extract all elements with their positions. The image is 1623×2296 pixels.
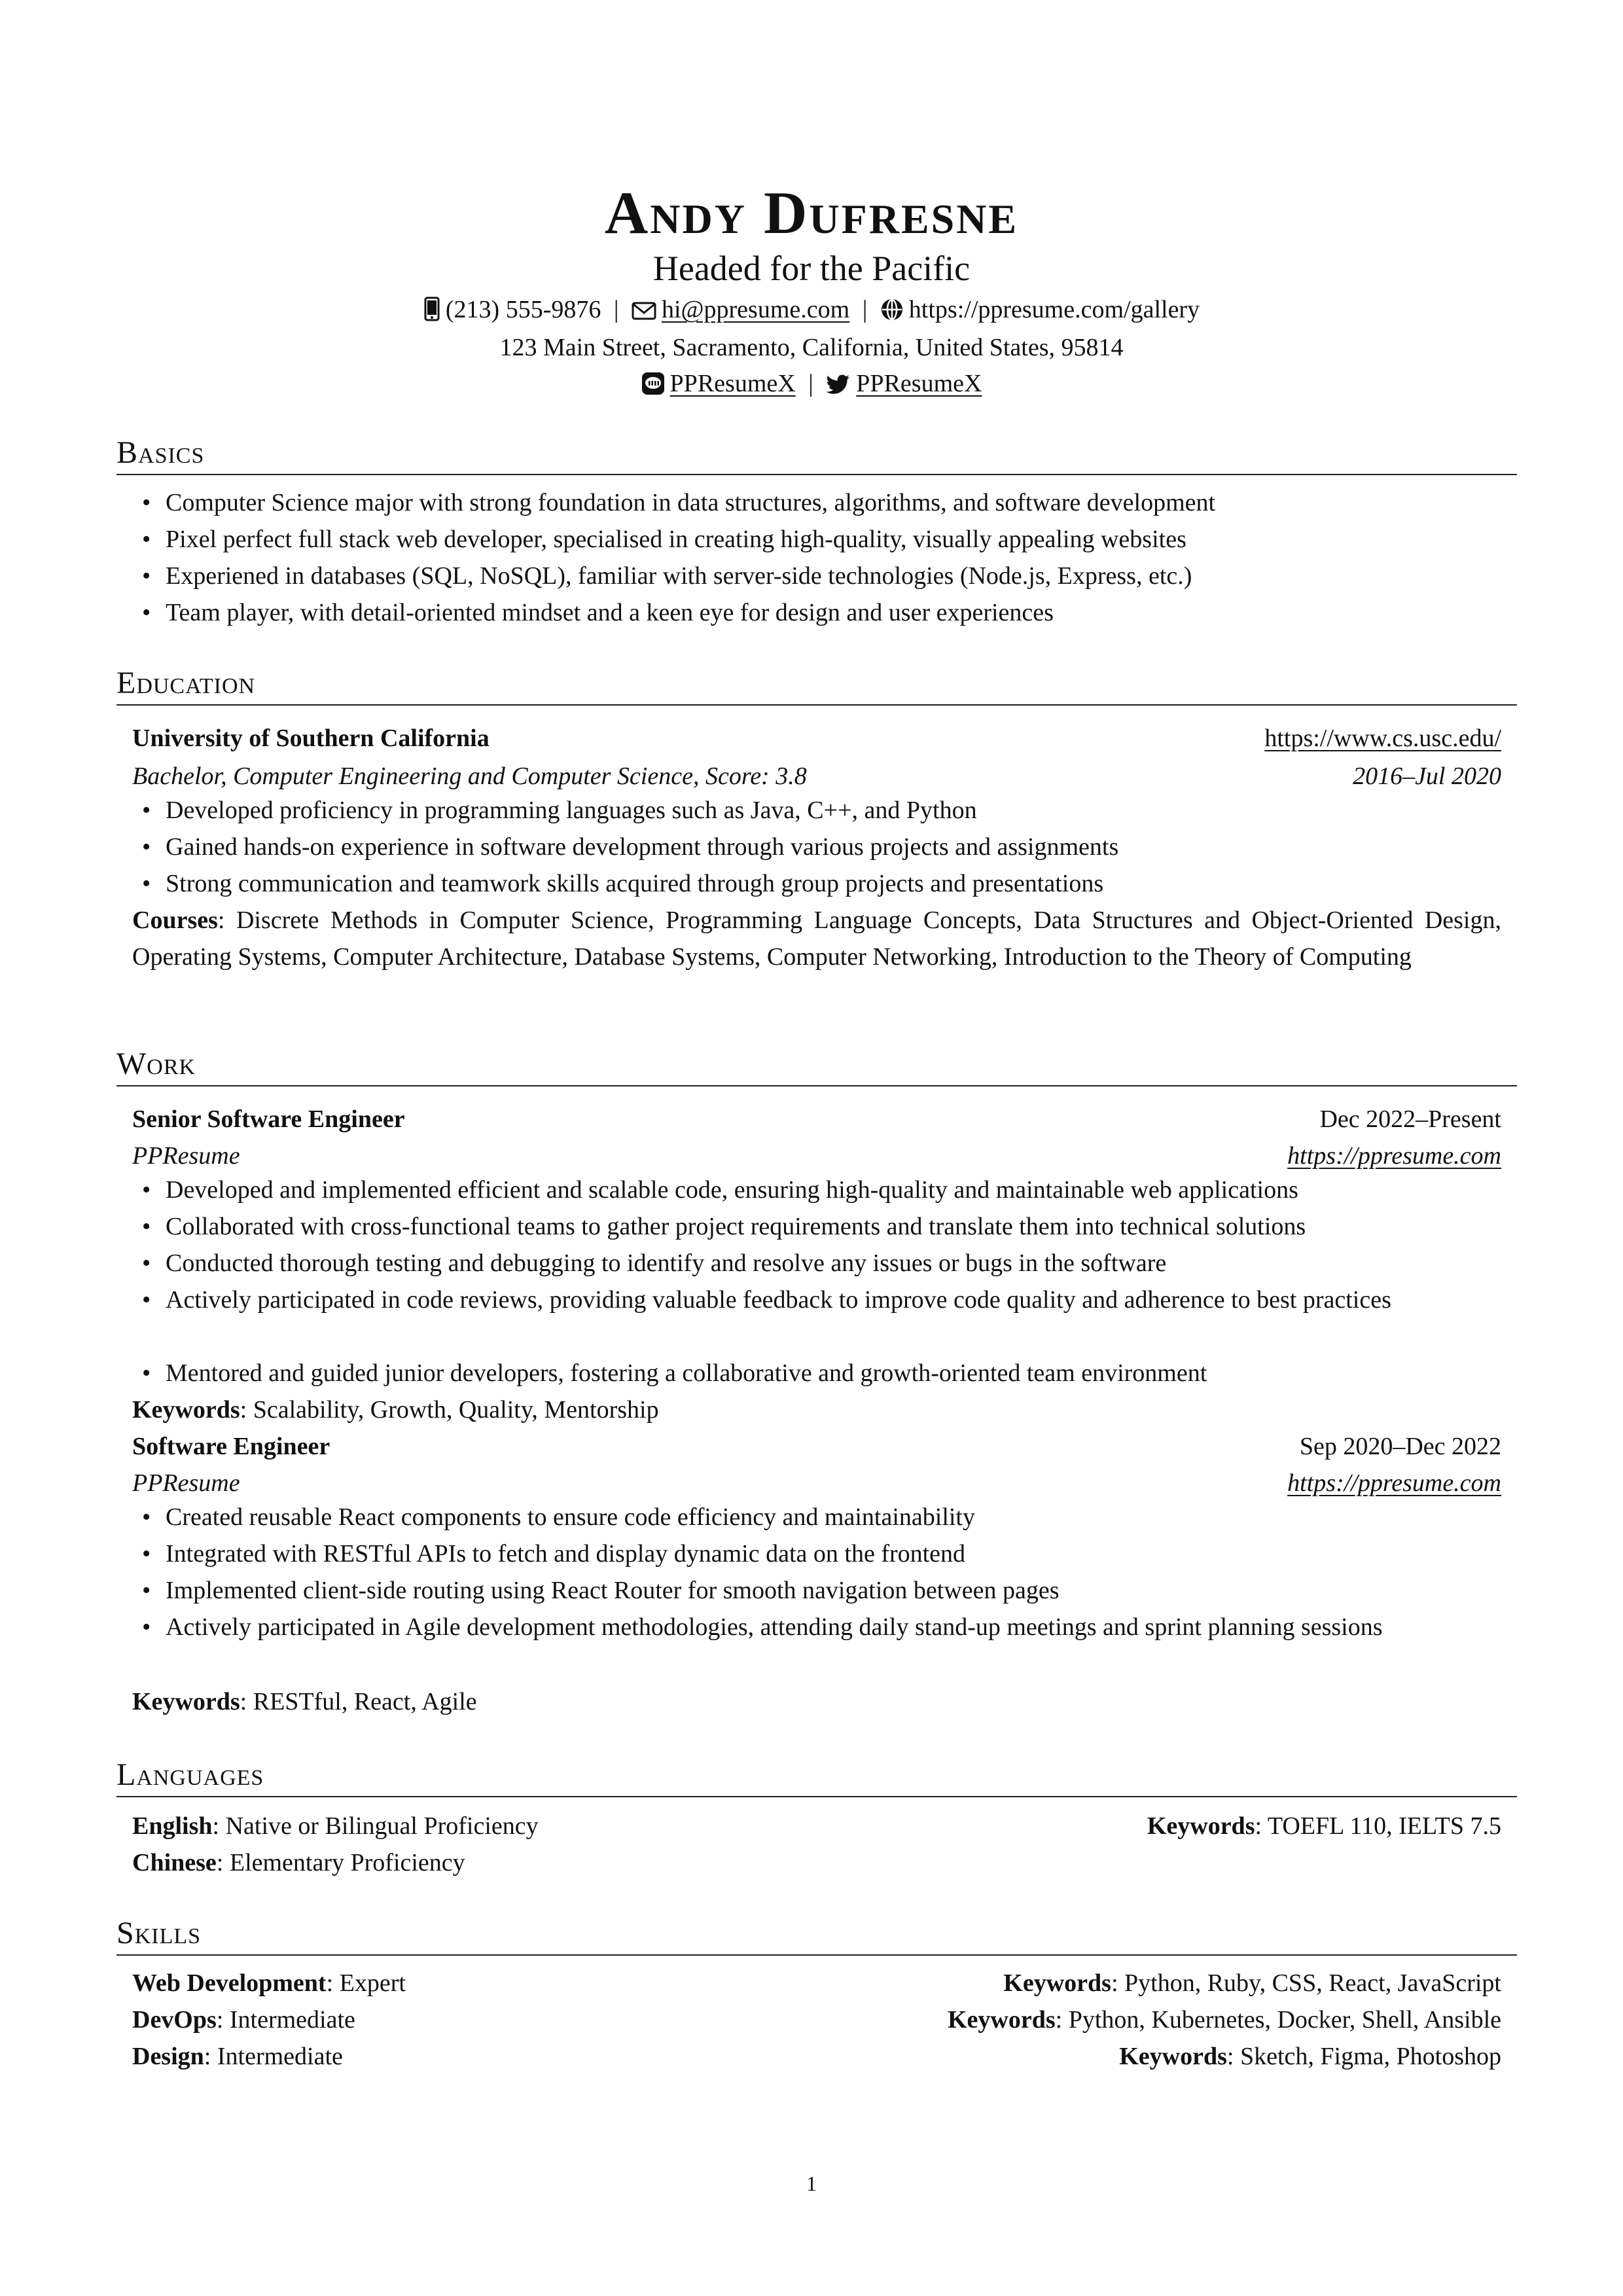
institution-url[interactable]: https://www.cs.usc.edu/ [1264, 725, 1501, 752]
website-link[interactable]: https://ppresume.com/gallery [908, 296, 1200, 323]
language-keywords: Keywords: TOEFL 110, IELTS 7.5 [1147, 1812, 1501, 1840]
job-url[interactable]: https://ppresume.com [1287, 1469, 1501, 1497]
keywords-label: Keywords [1119, 2043, 1227, 2070]
keywords-text: Scalability, Growth, Quality, Mentorship [253, 1396, 659, 1424]
keywords-label: Keywords [1003, 1969, 1111, 1997]
list-item: • Implemented client-side routing using React Router for smooth navigation between pages [166, 1572, 1501, 1609]
keywords-label: Keywords [132, 1688, 240, 1715]
job-subheader [132, 1466, 1501, 1500]
language-item: English: Native or Bilingual Proficiency Keywords: TOEFL 110, IELTS 7.5 [132, 1809, 1501, 1843]
courses-label: Courses [132, 906, 218, 934]
skill-keywords: Keywords: Sketch, Figma, Photoshop [1119, 2043, 1501, 2070]
list-item: • Developed proficiency in programming languages such as Java, C++, and Python [166, 792, 1501, 829]
language-item: Chinese: Elementary Proficiency [132, 1849, 465, 1876]
separator: | [862, 296, 868, 323]
keywords-text: RESTful, React, Agile [253, 1688, 477, 1715]
separator: | [808, 370, 813, 397]
job-url[interactable]: https://ppresume.com [1287, 1142, 1501, 1170]
keywords-text: Python, Kubernetes, Docker, Shell, Ansible [1068, 2006, 1501, 2034]
job-dates: Dec 2022–Present [1319, 1105, 1501, 1133]
job-header [132, 1429, 1501, 1463]
list-item: • Gained hands-on experience in software development through various projects and assignments [166, 829, 1501, 865]
job-company: PPResume [132, 1142, 240, 1170]
list-item: • Developed and implemented efficient and scalable code, ensuring high-quality and maintainable web applications [166, 1172, 1501, 1208]
list-item: • Pixel perfect full stack web developer, specialised in creating high-quality, visually appealing websites [166, 521, 1501, 558]
email-link[interactable]: hi@ppresume.com [661, 296, 850, 323]
language-fluency: Elementary Proficiency [229, 1849, 465, 1876]
line-icon [641, 371, 665, 404]
skill-item: DevOps: Intermediate Keywords: Python, Kubernetes, Docker, Shell, Ansible [132, 2003, 1501, 2037]
job-position: Software Engineer [132, 1433, 330, 1460]
address: 123 Main Street, Sacramento, California, United States, 95814 [499, 334, 1124, 361]
list-item: • Conducted thorough testing and debugging to identify and resolve any issues or bugs in the software [166, 1245, 1501, 1282]
language-name: Chinese [132, 1849, 217, 1876]
section-title-languages: Languages [116, 1755, 1517, 1797]
language-fluency: Native or Bilingual Proficiency [225, 1812, 539, 1840]
list-item: • Experiened in databases (SQL, NoSQL), familiar with server-side technologies (Node.js, Express, etc.) [166, 558, 1501, 594]
institution-name: University of Southern California [132, 725, 490, 752]
skill-item: Web Development: Expert Keywords: Python, Ruby, CSS, React, JavaScript [132, 1966, 1501, 2000]
courses-text: Discrete Methods in Computer Science, Programming Language Concepts, Data Structures and Object-Oriented Design, Operating Systems, Computer Architecture, Database Systems, Computer Networking, Introduction to the Theory of Computing [132, 906, 1501, 971]
list-item: • Actively participated in Agile development methodologies, attending daily stand-up meetings and sprint planning sessions [166, 1609, 1501, 1645]
job-keywords: Keywords: RESTful, React, Agile [132, 1688, 477, 1715]
keywords-label: Keywords [1147, 1812, 1255, 1840]
keywords-label: Keywords [132, 1396, 240, 1424]
list-item: • Mentored and guided junior developers, fostering a collaborative and growth-oriented team environment [166, 1355, 1501, 1391]
education-entry-header [132, 721, 1501, 755]
skill-name: Design [132, 2043, 204, 2070]
keywords-text: Python, Ruby, CSS, React, JavaScript [1124, 1969, 1501, 1997]
job-dates: Sep 2020–Dec 2022 [1299, 1433, 1501, 1460]
language-name: English [132, 1812, 213, 1840]
list-item: • Strong communication and teamwork skills acquired through group projects and presentations [166, 865, 1501, 902]
education-dates: 2016–Jul 2020 [1353, 762, 1501, 790]
skill-level: Expert [339, 1969, 406, 1997]
degree: Bachelor, Computer Engineering and Computer Science, Score: 3.8 [132, 762, 807, 790]
contact-line-profiles [0, 367, 1623, 404]
skill-name: Web Development [132, 1969, 327, 1997]
keywords-text: TOEFL 110, IELTS 7.5 [1267, 1812, 1501, 1840]
list-item: • Actively participated in code reviews, providing valuable feedback to improve code quality and adherence to best practices [166, 1282, 1501, 1318]
job-header [132, 1102, 1501, 1136]
job-company: PPResume [132, 1469, 240, 1497]
job-subheader [132, 1139, 1501, 1173]
resume-tagline: Headed for the Pacific [652, 249, 971, 288]
contact-line-primary [0, 293, 1623, 330]
section-title-basics: Basics [116, 433, 1517, 475]
globe-icon [880, 297, 904, 330]
skill-level: Intermediate [217, 2043, 343, 2070]
keywords-label: Keywords [948, 2006, 1056, 2034]
job-position: Senior Software Engineer [132, 1105, 405, 1133]
keywords-text: Sketch, Figma, Photoshop [1240, 2043, 1501, 2070]
separator: | [613, 296, 619, 323]
skill-keywords: Keywords: Python, Kubernetes, Docker, Shell, Ansible [948, 2006, 1501, 2034]
section-title-work: Work [116, 1045, 1517, 1086]
list-item: • Collaborated with cross-functional teams to gather project requirements and translate them into technical solutions [166, 1208, 1501, 1245]
skill-level: Intermediate [229, 2006, 355, 2034]
courses: Courses: Discrete Methods in Computer Science, Programming Language Concepts, Data Structures and Object-Oriented Design, Operating Systems, Computer Architecture, Database Systems, Computer Networking, Introduction to the Theory of Computing [132, 906, 1501, 971]
envelope-icon [632, 297, 656, 330]
section-title-education: Education [116, 664, 1517, 706]
skill-item: Design: Intermediate Keywords: Sketch, Figma, Photoshop [132, 2039, 1501, 2073]
page-number: 1 [806, 2172, 817, 2195]
job-keywords: Keywords: Scalability, Growth, Quality, Mentorship [132, 1396, 659, 1424]
line-profile-link[interactable]: PPResumeX [669, 370, 796, 397]
section-title-skills: Skills [116, 1914, 1517, 1956]
list-item: • Team player, with detail-oriented mindset and a keen eye for design and user experiences [166, 594, 1501, 631]
list-item: • Integrated with RESTful APIs to fetch and display dynamic data on the frontend [166, 1535, 1501, 1572]
twitter-icon [826, 371, 851, 404]
skill-keywords: Keywords: Python, Ruby, CSS, React, JavaScript [1003, 1969, 1501, 1997]
list-item: • Computer Science major with strong foundation in data structures, algorithms, and software development [166, 484, 1501, 521]
phone-number: (213) 555-9876 [445, 296, 601, 323]
phone-icon [423, 296, 440, 330]
education-entry-subheader [132, 759, 1501, 793]
resume-name: Andy Dufresne [604, 179, 1019, 246]
twitter-profile-link[interactable]: PPResumeX [856, 370, 982, 397]
skill-name: DevOps [132, 2006, 217, 2034]
list-item: • Created reusable React components to ensure code efficiency and maintainability [166, 1499, 1501, 1535]
